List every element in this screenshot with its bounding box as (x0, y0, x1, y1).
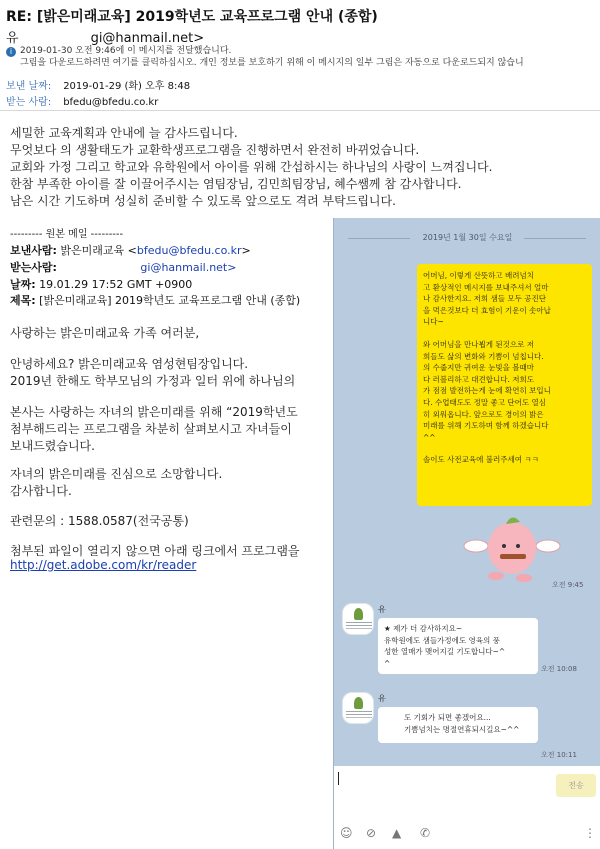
sender-name: 유 (378, 605, 386, 614)
original-subject-label: 제목: (10, 294, 36, 307)
call-icon[interactable]: ✆ (420, 826, 431, 840)
message-line: 자녀의 밝은미래를 진심으로 소망합니다. (10, 467, 223, 481)
message-time: 오전 9:45 (552, 581, 584, 589)
sent-message-bubble (417, 264, 592, 506)
message-text-line (423, 443, 586, 454)
message-text-line: 기쁨넘치는 명절연휴되시길요~^^ (404, 724, 520, 734)
sent-date-value: 2019-01-29 (화) 오후 8:48 (63, 81, 191, 92)
message-text-line: 와 어머님을 만나뵙게 된것으로 저 (423, 339, 534, 349)
message-text-line: ★ 제가 더 감사하지요~ (384, 624, 463, 633)
message-text-line: 을 먹은것보다 더 효험이 기운이 솟아납 (423, 305, 551, 315)
message-text-line (423, 328, 586, 339)
message-line: 2019년 한해도 학부모님의 가정과 일터 위에 하나님의 (10, 374, 296, 388)
original-from-close: > (241, 244, 251, 257)
chat-date: 2019년 1월 30일 수요일 (422, 233, 513, 242)
recipient-row (6, 93, 158, 108)
message-text-line: 나 감사한지요. 저희 샘들 모두 공진단 (423, 294, 546, 304)
message-line: 첨부해드리는 프로그램을 차분히 살펴보시고 자녀들이 (10, 422, 292, 436)
message-text-line: 다. 수업태도도 정말 좋고 단어도 열심 (423, 397, 546, 407)
chat-toolbar (334, 826, 600, 842)
received-message-bubble (378, 618, 538, 674)
message-text-line: ^^ (423, 432, 436, 442)
contact-avatar[interactable] (342, 603, 374, 635)
from-prefix: 유 (6, 31, 19, 46)
reply-line: 남은 시간 기도하며 성실히 준비할 수 있도록 앞으로도 격려 부탁드립니다. (10, 194, 396, 208)
original-subject-value: [밝은미래교육] 2019학년도 교육프로그램 안내 (종합) (39, 294, 301, 307)
contact-avatar[interactable] (342, 692, 374, 724)
message-text-line: 유학원에도 샘들가정에도 영육의 풍 (384, 635, 500, 645)
download-link[interactable]: http://get.adobe.com/kr/reader (10, 558, 197, 572)
sent-date-row (6, 77, 190, 92)
original-to-label: 받는사람: (10, 261, 57, 274)
message-text-line: 의 수줍지만 귀여운 눈빛을 볼때마 (423, 363, 534, 373)
message-text-line: 도 기회가 되면 좋겠어요... (404, 713, 491, 722)
reply-line: 교회와 가정 그리고 학교와 유학원에서 아이를 위해 간섭하시는 하나님의 사랑이 느껴집니다. (10, 160, 493, 174)
original-date-value: 19.01.29 17:52 GMT +0900 (39, 278, 193, 291)
original-from (10, 242, 251, 258)
reply-line: 세밀한 교육계획과 안내에 늘 감사드립니다. (10, 126, 238, 140)
message-text-line: 미래를 위해 기도하며 함께 하겠습니다 (423, 421, 549, 431)
original-to-value[interactable]: gi@hanmail.net> (140, 261, 237, 274)
message-text-line: 니다~ (423, 317, 444, 327)
leaf-logo-icon (354, 697, 363, 709)
original-from-label: 보낸사람: (10, 244, 57, 257)
message-text-line: 어머님, 이렇게 산뜻하고 배려넘치 (423, 271, 534, 280)
message-time: 오전 10:11 (541, 751, 577, 759)
message-text-line: 히 외워옵니다. 앞으로도 경이의 밝은 (423, 409, 544, 419)
original-to (10, 259, 236, 275)
sent-date-label: 보낸 날짜: (6, 81, 52, 92)
from-suffix: gi@hanmail.net> (90, 31, 205, 46)
message-text-line: 솔이도 사전교육에 불러주세여 ㅋㅋ (423, 455, 539, 465)
chat-window (333, 218, 600, 849)
leaf-logo-icon (354, 608, 363, 620)
more-icon[interactable]: ⋮ (584, 826, 596, 840)
reply-line: 한참 부족한 아이를 잘 이끌어주시는 염팀장님, 김민희팀장님, 혜수쌤께 참 감사합니다. (10, 177, 462, 191)
send-button[interactable]: 전송 (556, 774, 596, 797)
message-line: 감사합니다. (10, 484, 72, 498)
image-icon[interactable]: ▲ (392, 826, 402, 840)
text-cursor (338, 772, 339, 785)
mail-subject: RE: [밝은미래교육] 2019학년도 교육프로그램 안내 (종합) (6, 9, 378, 25)
original-from-name: 밝은미래교육 < (60, 244, 137, 257)
message-text-line: ^ (384, 658, 391, 668)
header-divider (0, 110, 600, 111)
original-date-label: 날짜: (10, 278, 36, 291)
peach-emoticon-sticker (462, 508, 562, 588)
chat-input-area[interactable] (334, 766, 600, 849)
original-from-email[interactable]: bfedu@bfedu.co.kr (136, 244, 242, 257)
message-line: 본사는 사랑하는 자녀의 밝은미래를 위해 “2019학년도 (10, 405, 298, 419)
image-download-notice[interactable]: 그림을 다운로드하려면 여기를 클릭하십시오. 개인 정보를 보호하기 위해 이 메시지의 일부 그림은 자동으로 다운로드되지 않습니 (20, 58, 524, 68)
emoji-icon[interactable]: ☺ (340, 826, 353, 840)
message-text-line: 성한 열매가 맺어지길 기도합니다~^ (384, 647, 506, 656)
sender-name: 유 (378, 694, 386, 703)
forward-info-text: 2019-01-30 오전 9:46에 이 메시지를 전달했습니다. (20, 46, 232, 56)
date-divider-line (524, 238, 586, 239)
message-text-line: 가 점점 발전하는게 눈에 확연히 보입니 (423, 386, 551, 396)
recipient-value[interactable]: bfedu@bfedu.co.kr (63, 97, 159, 108)
reply-line: 무엇보다 의 생활태도가 교환학생프로그램을 진행하면서 완전히 바뀌었습니다. (10, 143, 420, 157)
original-subject (10, 292, 300, 308)
message-line: 관련문의 : 1588.0587(전국공통) (10, 514, 189, 528)
message-line: 사랑하는 밝은미래교육 가족 여러분, (10, 326, 200, 340)
attach-icon[interactable]: ⊘ (366, 826, 377, 840)
message-line: 보내드렸습니다. (10, 439, 95, 453)
redacted-area (19, 30, 91, 42)
message-text-line: 다 러블리하고 대견합니다. 저희도 (423, 374, 534, 384)
received-message-bubble (378, 707, 538, 743)
message-time: 오전 10:08 (541, 665, 577, 673)
original-date (10, 276, 192, 292)
recipient-label: 받는 사람: (6, 97, 52, 108)
mail-header (0, 0, 600, 112)
info-icon: i (6, 47, 16, 57)
message-text-line: 희들도 삶의 변화와 기쁨이 넘칩니다. (423, 351, 544, 361)
original-divider: --------- 원본 메일 --------- (10, 229, 124, 240)
message-line: 첨부된 파일이 열리지 않으면 아래 링크에서 프로그램을 (10, 544, 300, 558)
message-text-line: 고 환상적인 메시지를 보내주셔서 얼마 (423, 282, 549, 292)
message-line: 안녕하세요? 밝은미래교육 염성현팀장입니다. (10, 357, 249, 371)
